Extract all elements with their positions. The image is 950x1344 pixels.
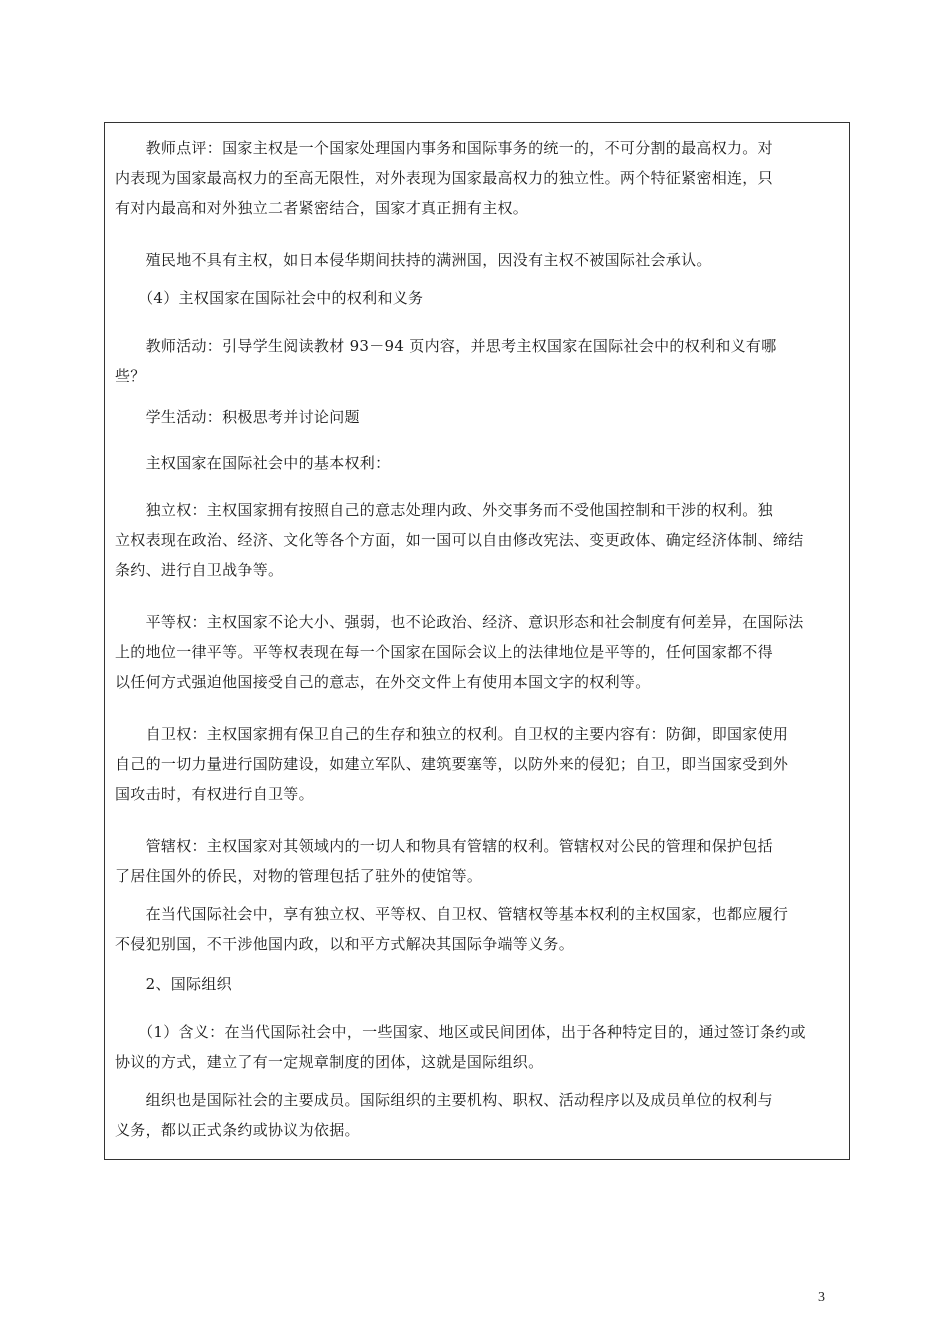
- paragraph-line: 2、国际组织: [115, 975, 232, 993]
- paragraph-line: 有对内最高和对外独立二者紧密结合，国家才真正拥有主权。: [115, 199, 529, 217]
- paragraph: [105, 831, 849, 891]
- paragraph-line: 学生活动：积极思考并讨论问题: [115, 408, 360, 426]
- paragraph-line: 独立权：主权国家拥有按照自己的意志处理内政、外交事务而不受他国控制和干涉的权利。独: [115, 501, 773, 519]
- paragraph: [105, 969, 849, 999]
- content-table-cell: [104, 122, 850, 1160]
- paragraph-line: 上的地位一律平等。平等权表现在每一个国家在国际会议上的法律地位是平等的，任何国家都不得: [115, 643, 773, 661]
- paragraph-line: 管辖权：主权国家对其领域内的一切人和物具有管辖的权利。管辖权对公民的管理和保护包括: [115, 837, 773, 855]
- paragraph-line: 教师点评：国家主权是一个国家处理国内事务和国际事务的统一的，不可分割的最高权力。对: [115, 139, 773, 157]
- paragraph-line: 教师活动：引导学生阅读教材 93－94 页内容，并思考主权国家在国际社会中的权利和义有哪: [115, 337, 777, 355]
- paragraph-line: 自卫权：主权国家拥有保卫自己的生存和独立的权利。自卫权的主要内容有：防御，即国家使用: [115, 725, 789, 743]
- paragraph-line: 自己的一切力量进行国防建设，如建立军队、建筑要塞等，以防外来的侵犯；自卫，即当国家受到外: [115, 755, 789, 773]
- paragraph-line: 条约、进行自卫战争等。: [115, 561, 284, 579]
- paragraph: [105, 331, 849, 391]
- paragraph-line: 国攻击时，有权进行自卫等。: [115, 785, 314, 803]
- paragraph: [105, 899, 849, 959]
- paragraph: [105, 1017, 849, 1077]
- paragraph-line: 了居住国外的侨民，对物的管理包括了驻外的使馆等。: [115, 867, 483, 885]
- paragraph: [105, 1085, 849, 1145]
- paragraph-line: 内表现为国家最高权力的至高无限性，对外表现为国家最高权力的独立性。两个特征紧密相连，只: [115, 169, 773, 187]
- paragraph-line: （4）主权国家在国际社会中的权利和义务: [115, 289, 424, 307]
- paragraph-line: 不侵犯别国，不干涉他国内政，以和平方式解决其国际争端等义务。: [115, 935, 575, 953]
- paragraph: [105, 495, 849, 585]
- paragraph-line: 殖民地不具有主权，如日本侵华期间扶持的满洲国，因没有主权不被国际社会承认。: [115, 251, 712, 269]
- paragraph-line: 义务，都以正式条约或协议为依据。: [115, 1121, 360, 1139]
- page-number: 3: [818, 1290, 825, 1305]
- paragraph-line: 主权国家在国际社会中的基本权利：: [115, 454, 391, 472]
- paragraph: [105, 448, 849, 478]
- paragraph: [105, 402, 849, 432]
- paragraph: [105, 245, 849, 275]
- paragraph-line: 立权表现在政治、经济、文化等各个方面，如一国可以自由修改宪法、变更政体、确定经济体制、缔结: [115, 531, 804, 549]
- paragraph-line: 协议的方式，建立了有一定规章制度的团体，这就是国际组织。: [115, 1053, 544, 1071]
- paragraph: [105, 719, 849, 809]
- paragraph-line: 平等权：主权国家不论大小、强弱，也不论政治、经济、意识形态和社会制度有何差异，在国际法: [115, 613, 804, 631]
- paragraph-line: 些？: [115, 367, 146, 385]
- paragraph: [105, 283, 849, 313]
- paragraph: [105, 607, 849, 697]
- paragraph-line: （1）含义：在当代国际社会中，一些国家、地区或民间团体，出于各种特定目的，通过签订条约或: [115, 1023, 806, 1041]
- paragraph: [105, 133, 849, 223]
- paragraph-line: 组织也是国际社会的主要成员。国际组织的主要机构、职权、活动程序以及成员单位的权利与: [115, 1091, 773, 1109]
- paragraph-line: 在当代国际社会中，享有独立权、平等权、自卫权、管辖权等基本权利的主权国家，也都应履行: [115, 905, 789, 923]
- paragraph-line: 以任何方式强迫他国接受自己的意志，在外交文件上有使用本国文字的权利等。: [115, 673, 651, 691]
